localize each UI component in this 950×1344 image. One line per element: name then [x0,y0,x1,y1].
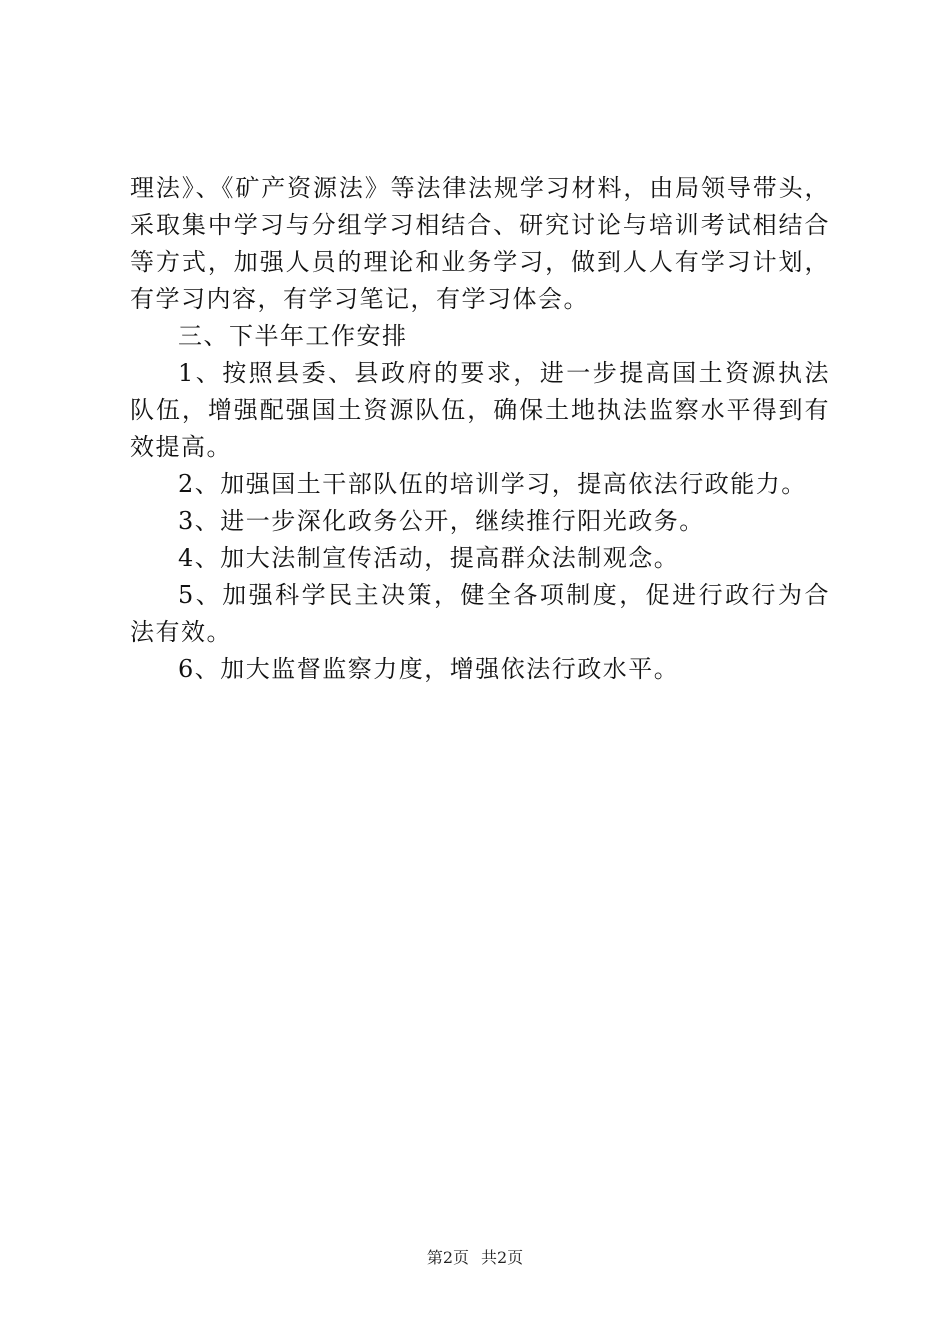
list-item-1: 1、按照县委、县政府的要求，进一步提高国土资源执法队伍，增强配强国土资源队伍，确保土地执法监察水平得到有效提高。 [130,359,830,461]
document-body [130,170,830,688]
page-number: 第2页 [426,1248,469,1267]
list-item-2: 2、加强国土干部队伍的培训学习，提高依法行政能力。 [178,470,807,498]
page-footer [0,1248,950,1268]
list-item-4: 4、加大法制宣传活动，提高群众法制观念。 [178,544,680,572]
list-item-5: 5、加强科学民主决策，健全各项制度，促进行政行为合法有效。 [130,581,830,646]
list-item-6: 6、加大监督监察力度，增强依法行政水平。 [178,655,680,683]
paragraph-continuation: 理法》、《矿产资源法》等法律法规学习材料，由局领导带头，采取集中学习与分组学习相结合、研究讨论与培训考试相结合等方式，加强人员的理论和业务学习，做到人人有学习计划，有学习内容，有学习笔记，有学习体会。 [130,174,830,313]
list-item-3: 3、进一步深化政务公开，继续推行阳光政务。 [178,507,705,535]
section-heading-3: 三、下半年工作安排 [178,322,408,350]
page-total: 共2页 [481,1248,524,1267]
